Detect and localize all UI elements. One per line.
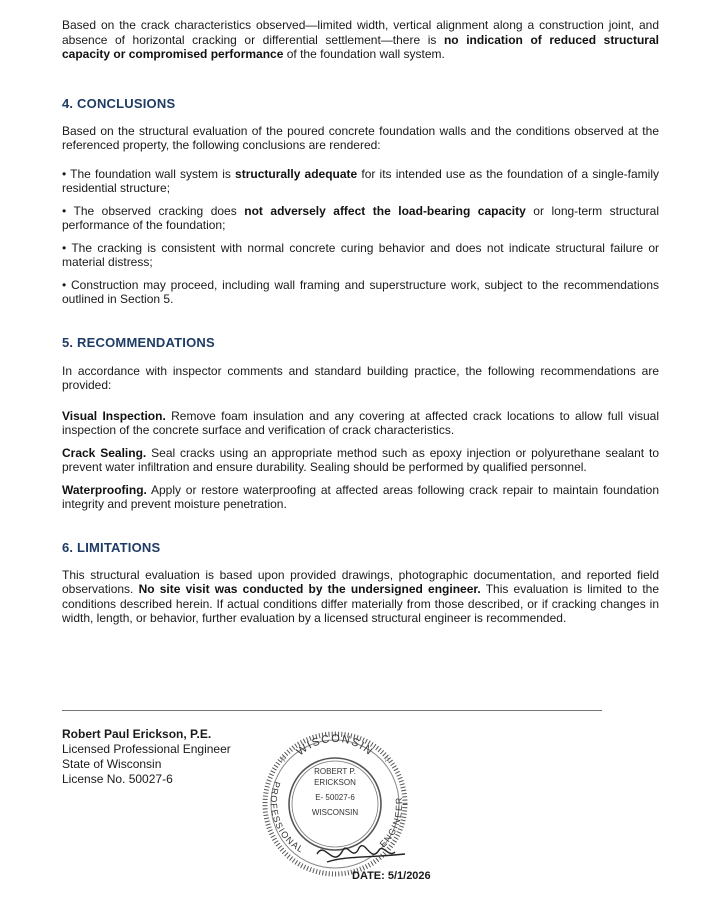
recommendations-lead: In accordance with inspector comments and standard building practice, the following recommendations are provided: xyxy=(62,363,659,392)
engineer-state: State of Wisconsin xyxy=(62,757,162,771)
conclusions-heading: 4. CONCLUSIONS xyxy=(62,95,176,111)
seal-line-3: E- 50027-6 xyxy=(315,793,355,802)
seal-line-4: WISCONSIN xyxy=(311,808,359,817)
recommendations-heading: 5. RECOMMENDATIONS xyxy=(62,334,215,350)
seal-line-2: ERICKSON xyxy=(314,778,356,787)
seal-star-icon: ☆ xyxy=(383,755,392,765)
intro-paragraph: Based on the crack characteristics observed—limited width, vertical alignment along a construction joint, and absence of horizontal cracking or differential settlement—there is no indication of reduced structural capacity or compromised performance of the foundation wall system. xyxy=(62,18,659,61)
svg-text:WISCONSIN xyxy=(294,733,375,758)
seal-star-icon: ☆ xyxy=(279,755,288,765)
engineer-seal-icon xyxy=(255,722,415,882)
engineer-title: Licensed Professional Engineer xyxy=(62,742,231,756)
recommendation-item: Visual Inspection. Remove foam insulation and any covering at affected crack locations to allow full visual inspection of the concrete surface and verification of crack characteristics. xyxy=(62,408,659,437)
seal-right-text: ENGINEER xyxy=(377,796,405,850)
limitations-paragraph: This structural evaluation is based upon provided drawings, photographic documentation, and reported field observations. No site visit was conducted by the undersigned engineer. This evaluation is limited to the conditions described herein. If actual conditions differ materially from those described, or if cracking changes in width, length, or behavior, further evaluation by a licensed structural engineer is recommended. xyxy=(62,567,660,625)
conclusion-bullet: • The foundation wall system is structurally adequate for its intended use as the foundation of a single-family residential structure; xyxy=(62,166,660,195)
svg-text:PROFESSIONAL xyxy=(269,780,306,855)
document-page xyxy=(62,18,659,626)
engineer-name: Robert Paul Erickson, P.E. xyxy=(62,727,212,741)
conclusion-bullet: • The cracking is consistent with normal concrete curing behavior and does not indicate structural failure or material distress; xyxy=(62,240,659,269)
recommendation-item: Waterproofing. Apply or restore waterproofing at affected areas following crack repair to maintain foundation integrity and prevent moisture penetration. xyxy=(62,482,659,511)
engineer-license: License No. 50027-6 xyxy=(62,772,173,786)
signature-divider xyxy=(62,710,602,711)
conclusion-bullet: • Construction may proceed, including wall framing and superstructure work, subject to the recommendations outlined in Section 5. xyxy=(62,277,659,306)
signature-date: DATE: 5/1/2026 xyxy=(352,870,431,882)
conclusions-lead: Based on the structural evaluation of the poured concrete foundation walls and the conditions observed at the referenced property, the following conclusions are rendered: xyxy=(62,123,659,152)
seal-left-text: PROFESSIONAL xyxy=(268,780,306,856)
seal-line-1: ROBERT P. xyxy=(314,767,356,776)
conclusion-bullet: • The observed cracking does not adversely affect the load-bearing capacity or long-term structural performance of the foundation; xyxy=(62,203,660,232)
seal-top-text: WISCONSIN xyxy=(294,732,376,759)
limitations-heading: 6. LIMITATIONS xyxy=(62,539,161,555)
recommendations-section xyxy=(62,335,659,512)
conclusions-section xyxy=(62,96,659,307)
limitations-section xyxy=(62,540,659,626)
recommendation-item: Crack Sealing. Seal cracks using an appropriate method such as epoxy injection or polyurethane sealant to prevent water infiltration and ensure durability. Sealing should be performed by qualified personnel. xyxy=(62,445,659,474)
signature-scribble-icon xyxy=(317,846,405,862)
signature-block xyxy=(62,727,231,787)
